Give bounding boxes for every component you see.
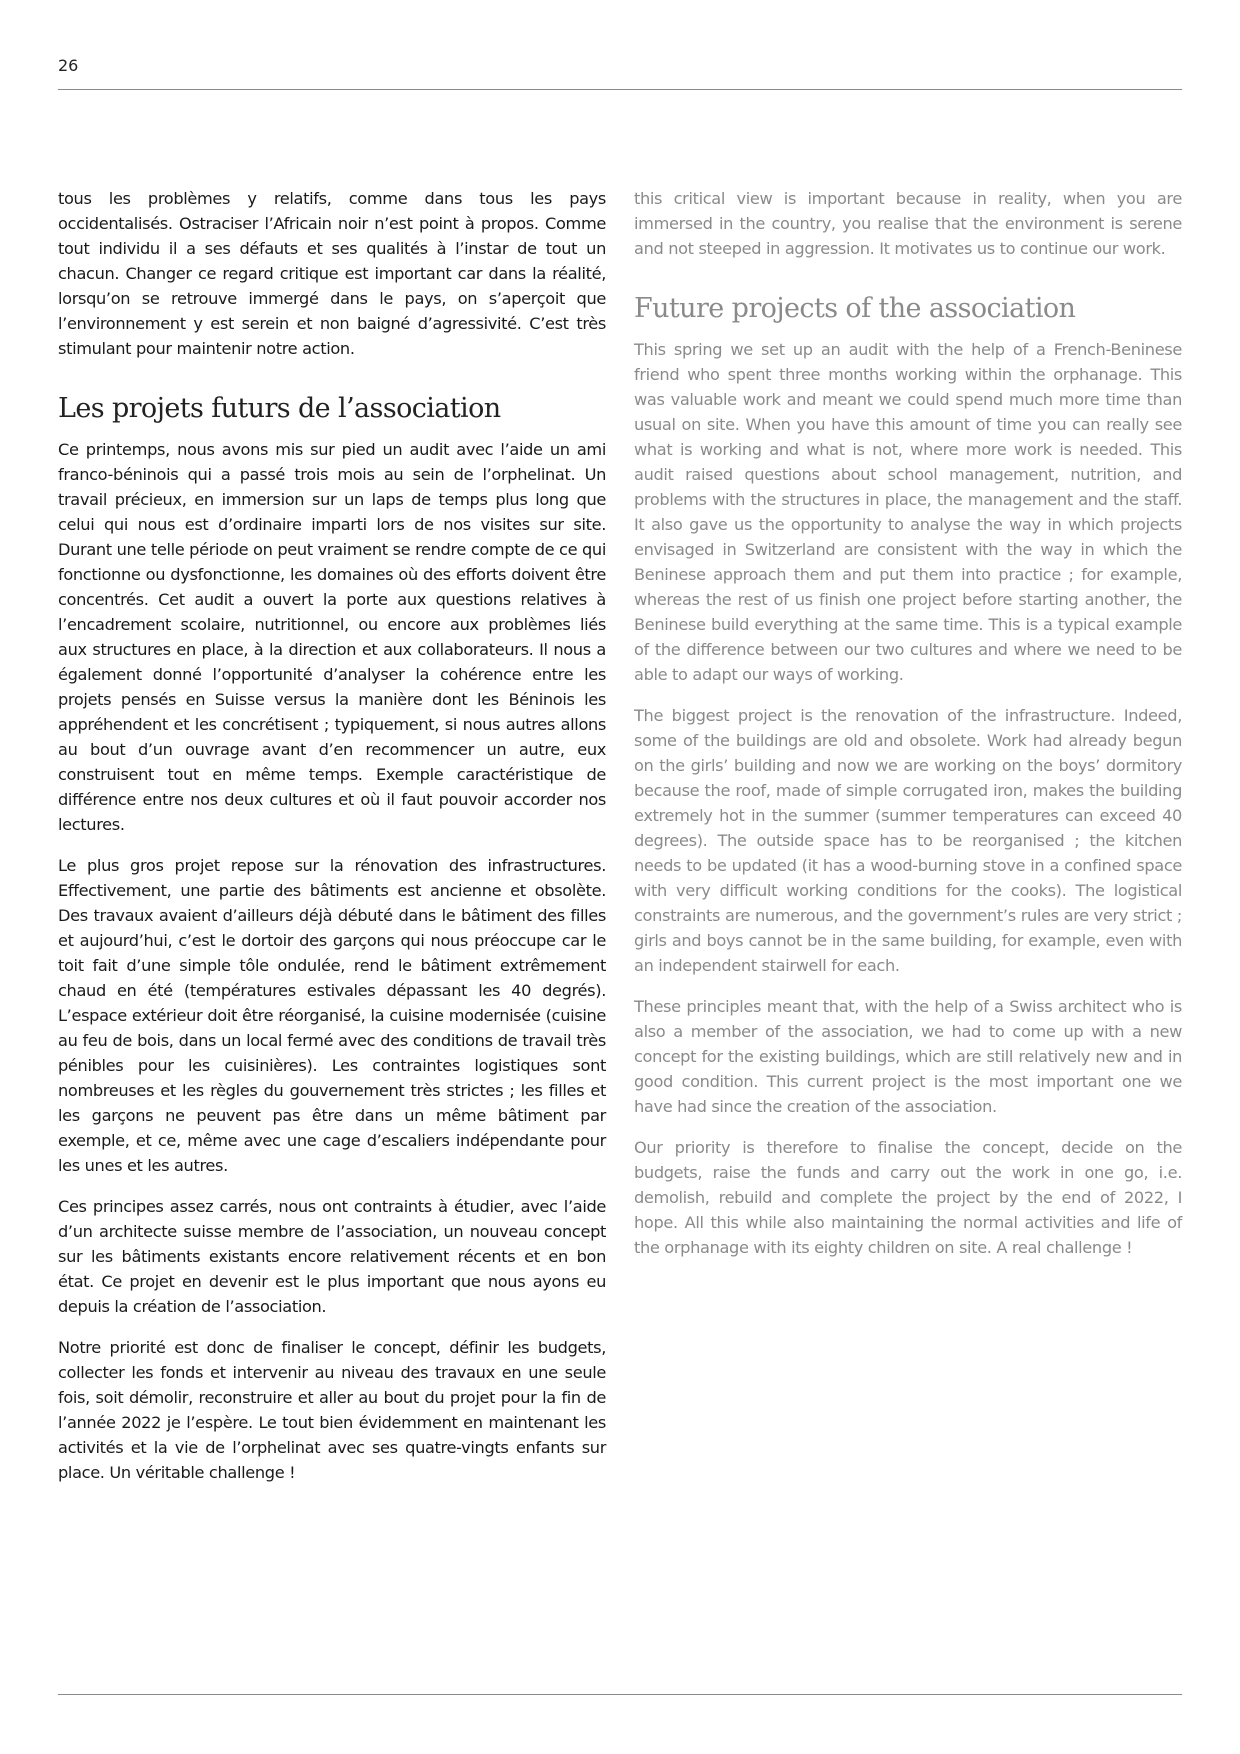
french-intro-paragraph: tous les problèmes y relatifs, comme dans tous les pays occidentalisés. Ostraciser l’Africain noir n’est point à propos. Comme tout individu il a ses défauts et ses qualités à l’instar de tout un chacun. Changer ce regard critique est important car dans la réalité, lorsqu’on se retrouve immergé dans le pays, on s’aperçoit que l’environnement y est serein et non baigné d’agressivité. C’est très stimulant pour maintenir notre action. bbox=[58, 189, 606, 358]
header-divider bbox=[58, 89, 1182, 90]
english-paragraph: Our priority is therefore to finalise the concept, decide on the budgets, raise the funds and carry out the work in one go, i.e. demolish, rebuild and complete the project by the end of 2022, I hope. All this while also maintaining the normal activities and life of the orphanage with its eighty children on site. A real challenge ! bbox=[634, 1138, 1182, 1257]
footer-divider bbox=[58, 1694, 1182, 1695]
page-number: 26 bbox=[58, 56, 79, 75]
english-intro-paragraph: this critical view is important because in reality, when you are immersed in the country, you realise that the environment is serene and not steeped in aggression. It motivates us to continue our work. bbox=[634, 189, 1182, 258]
english-paragraph: This spring we set up an audit with the help of a French-Beninese friend who spent three months working within the orphanage. This was valuable work and meant we could spend much more time than usual on site. When you have this amount of time you can really see what is working and what is not, where more work is needed. This audit raised questions about school management, nutrition, and problems with the structures in place, the management and the staff. It also gave us the opportunity to analyse the way in which projects envisaged in Switzerland are consistent with the way in which the Beninese approach them and put them into practice ; for example, whereas the rest of us finish one project before starting another, the Beninese build everything at the same time. This is a typical example of the difference between our two cultures and where we need to be able to adapt our ways of working. bbox=[634, 340, 1182, 684]
english-paragraph: These principles meant that, with the help of a Swiss architect who is also a member of the association, we had to come up with a new concept for the existing buildings, which are still relatively new and in good condition. This current project is the most important one we have had since the creation of the association. bbox=[634, 997, 1182, 1116]
french-paragraph: Ces principes assez carrés, nous ont contraints à étudier, avec l’aide d’un architecte suisse membre de l’association, un nouveau concept sur les bâtiments existants encore relativement récents et en bon état. Ce projet en devenir est le plus important que nous ayons eu depuis la création de l’association. bbox=[58, 1197, 606, 1316]
french-paragraph: Ce printemps, nous avons mis sur pied un audit avec l’aide un ami franco-béninois qui a passé trois mois au sein de l’orphelinat. Un travail précieux, en immersion sur un laps de temps plus long que celui qui nous est d’ordinaire imparti lors de nos visites sur site. Durant une telle période on peut vraiment se rendre compte de ce qui fonctionne ou dysfonctionne, les domaines où des efforts doivent être concentrés. Cet audit a ouvert la porte aux questions relatives à l’encadrement scolaire, nutritionnel, ou encore aux problèmes liés aux structures en place, à la direction et aux collaborateurs. Il nous a également donné l’opportunité d’analyser la cohérence entre les projets pensés en Suisse versus la manière dont les Béninois les appréhendent et les concrétisent ; typiquement, si nous autres allons au bout d’un ouvrage avant d’en recommencer un autre, eux construisent tout en même temps. Exemple caractéristique de différence entre nos deux cultures et où il faut pouvoir accorder nos lectures. bbox=[58, 440, 606, 834]
english-column bbox=[634, 186, 1182, 1276]
english-section-heading: Future projects of the association bbox=[634, 293, 1076, 324]
french-paragraph: Notre priorité est donc de finaliser le concept, définir les budgets, collecter les fonds et intervenir au niveau des travaux en une seule fois, soit démolir, reconstruire et aller au bout du projet pour la fin de l’année 2022 je l’espère. Le tout bien évidemment en maintenant les activités et la vie de l’orphelinat avec ses quatre-vingts enfants sur place. Un véritable challenge ! bbox=[58, 1338, 606, 1482]
french-column bbox=[58, 186, 606, 1501]
french-paragraph: Le plus gros projet repose sur la rénovation des infrastructures. Effectivement, une partie des bâtiments est ancienne et obsolète. Des travaux avaient d’ailleurs déjà débuté dans le bâtiment des filles et aujourd’hui, c’est le dortoir des garçons qui nous préoccupe car le toit fait d’une simple tôle ondulée, rend le bâtiment extrêmement chaud en été (températures estivales dépassant les 40 degrés). L’espace extérieur doit être réorganisé, la cuisine modernisée (cuisine au feu de bois, dans un local fermé avec des conditions de travail très pénibles pour les cuisinières). Les contraintes logistiques sont nombreuses et les règles du gouvernement très strictes ; les filles et les garçons ne peuvent pas être dans un même bâtiment par exemple, et ce, même avec une cage d’escaliers indépendante pour les unes et les autres. bbox=[58, 856, 606, 1175]
english-paragraph: The biggest project is the renovation of the infrastructure. Indeed, some of the buildings are old and obsolete. Work had already begun on the girls’ building and now we are working on the boys’ dormitory because the roof, made of simple corrugated iron, makes the building extremely hot in the summer (summer temperatures can exceed 40 degrees). The outside space has to be reorganised ; the kitchen needs to be updated (it has a wood-burning stove in a confined space with very difficult working conditions for the cooks). The logistical constraints are numerous, and the government’s rules are very strict ; girls and boys cannot be in the same building, for example, even with an independent stairwell for each. bbox=[634, 706, 1182, 975]
french-section-heading: Les projets futurs de l’association bbox=[58, 393, 501, 424]
